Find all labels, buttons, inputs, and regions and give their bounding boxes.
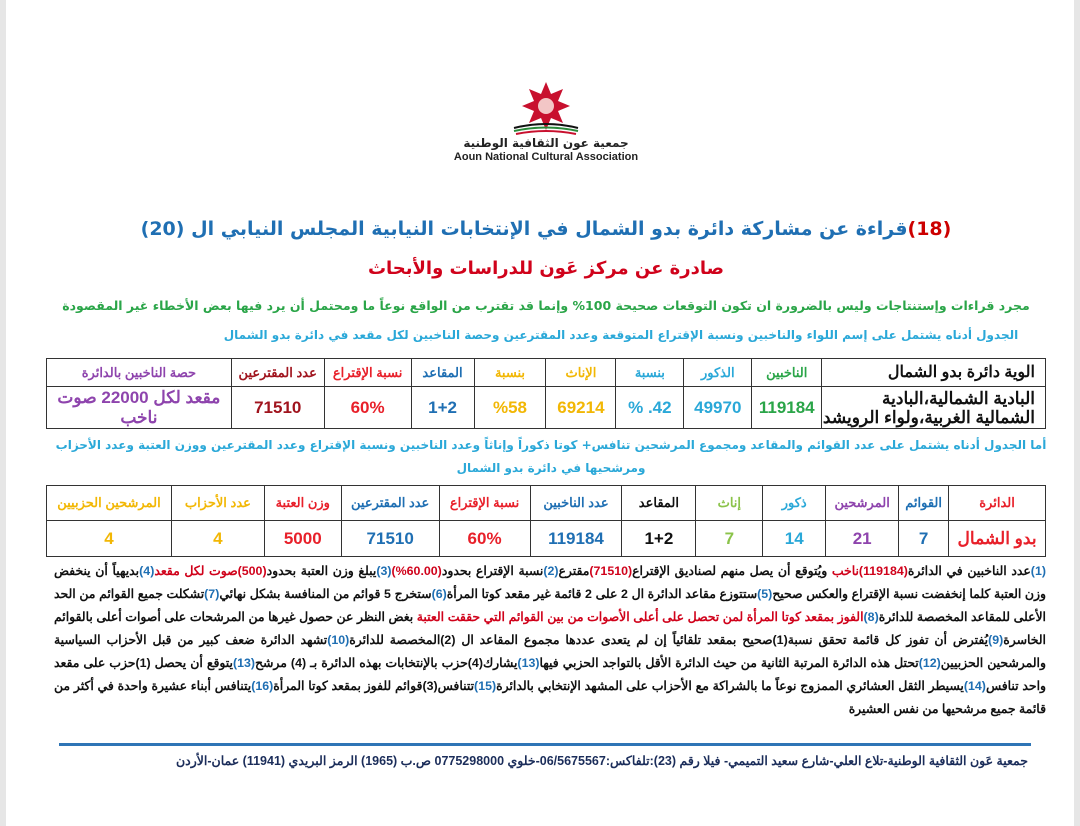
- column-header: القوائم: [899, 486, 949, 521]
- analysis-text: يبلغ وزن العتبة بحدود: [266, 564, 377, 578]
- item-number: (3): [376, 564, 392, 578]
- table-row: [47, 387, 1046, 429]
- column-header: ذكور: [763, 486, 826, 521]
- column-header: بنسبة: [474, 359, 546, 387]
- title-text: قراءة عن مشاركة دائرة بدو الشمال في الإنتخابات النيابية المجلس النيابي ال (20): [140, 218, 908, 240]
- column-header: عدد المقترعين: [231, 359, 324, 387]
- table-cell: 60%: [324, 387, 411, 429]
- item-number: (15): [474, 679, 497, 693]
- item-number: (12): [918, 656, 941, 670]
- column-header: وزن العتبة: [264, 486, 341, 521]
- item-number: (13): [517, 656, 540, 670]
- analysis-text: تحتل هذه الدائرة المرتبة الثانية من حيث الدائرة الأقل بالتواجد الحزبي فيها: [539, 656, 919, 670]
- table1-description: الجدول أدناه يشتمل على إسم اللواء والناخبين ونسبة الإقتراع المتوقعة وعدد المقترعين وحصة الناخبين لكل مقعد في دائرة بدو الشمال: [223, 328, 1019, 342]
- item-number: (8): [863, 610, 879, 624]
- table-cell: 71510: [231, 387, 324, 429]
- column-header: الدائرة: [949, 486, 1046, 521]
- table-row: [47, 521, 1046, 557]
- item-number: (10): [327, 633, 350, 647]
- analysis-text: مقترع: [558, 564, 590, 578]
- column-header: الناخبين: [752, 359, 822, 387]
- table-cell: 21: [826, 521, 899, 557]
- table-cell: البادية الشمالية،البادية الشمالية الغربية،ولواء الرويشد: [822, 387, 1046, 429]
- analysis-text: ويُتوقع أن يصل منهم لصناديق الإقتراع: [632, 564, 832, 578]
- table-cell: 5000: [264, 521, 341, 557]
- column-header: المرشحين الحزبيين: [47, 486, 172, 521]
- footer-contact: جمعية عَون الثقافية الوطنية-تلاع العلي-شارع سعيد التميمي- فيلا رقم (23):تلفاكس:06/5675567-خلوي 0775298000 ص.ب (1965) الرمز البريدي (11941) عمان-الأردن: [175, 754, 1028, 768]
- analysis-text: بغض النظر عن حصول غيرها من المرشحات على أصوات أعلى بالقوائم الخاسرة: [54, 610, 1046, 647]
- analysis-text: يتوقع أن يحصل (1)حزب على مقعد واحد تنافس: [54, 656, 1046, 693]
- title-number: (18): [907, 218, 952, 240]
- analysis-text: يشارك(4)حزب بالإنتخابات بهذه الدائرة بـ (4) مرشح: [255, 656, 518, 670]
- item-number: (6): [431, 587, 447, 601]
- table-cell: 42. %: [616, 387, 684, 429]
- column-header: المقاعد: [622, 486, 696, 521]
- analysis-text: نسبة الإقتراع بحدود: [441, 564, 544, 578]
- table-cell: 60%: [439, 521, 530, 557]
- column-header: عدد المقترعين: [341, 486, 439, 521]
- item-number: (2): [543, 564, 559, 578]
- analysis-text: يتنافس أبناء عشيرة واحدة في أكثر من قائمة جميع مرشحيها من نفس العشيرة: [54, 679, 1046, 716]
- table-cell: %58: [474, 387, 546, 429]
- column-header: بنسبة: [616, 359, 684, 387]
- analysis-text: ستخرج 5 قوائم من المنافسة بشكل نهائي: [219, 587, 432, 601]
- column-header: الوية دائرة بدو الشمال: [822, 359, 1046, 387]
- table2-description: أما الجدول أدناه يشتمل على عدد القوائم والمقاعد ومجموع المرشحين تنافس+ كوتا ذكوراً وإناثاً وعدد الناخبين ونسبة الإقتراع وعدد المقترعين ووزن العتبة وعدد الأحزاب ومرشحيها في دائرة بدو الشمال: [55, 438, 1047, 475]
- column-header: الذكور: [684, 359, 752, 387]
- table-cell: بدو الشمال: [949, 521, 1046, 557]
- column-header: إناث: [696, 486, 763, 521]
- analysis-text: تشكلت جميع القوائم من الحد الأعلى للمقاعد المخصصة للدائرة: [54, 587, 1046, 624]
- item-number: (4): [139, 564, 155, 578]
- column-header: نسبة الإقتراع: [439, 486, 530, 521]
- table-cell: 14: [763, 521, 826, 557]
- districts-voters-table: [46, 358, 1046, 429]
- analysis-text: (119184)ناخب: [831, 564, 908, 578]
- table-cell: 69214: [546, 387, 616, 429]
- analysis-text: بديهياً أن ينخفض وزن العتبة كلما إنخفضت نسبة الإقتراع والعكس صحيح: [54, 564, 1046, 601]
- table-cell: 119184: [530, 521, 622, 557]
- table-cell: 4: [171, 521, 264, 557]
- item-number: (1): [1030, 564, 1046, 578]
- analysis-text: عدد الناخبين في الدائرة: [907, 564, 1031, 578]
- column-header: المقاعد: [411, 359, 474, 387]
- column-header: الإناث: [546, 359, 616, 387]
- analysis-text: (60.00%): [391, 564, 442, 578]
- table-cell: 71510: [341, 521, 439, 557]
- table-cell: مقعد لكل 22000 صوت ناخب: [47, 387, 232, 429]
- table-cell: 4: [47, 521, 172, 557]
- column-header: عدد الأحزاب: [171, 486, 264, 521]
- analysis-text: (71510): [589, 564, 633, 578]
- item-number: (14): [963, 679, 986, 693]
- analysis-paragraph: [54, 560, 1046, 721]
- table-cell: 49970: [684, 387, 752, 429]
- item-number: (9): [988, 633, 1004, 647]
- table-cell: 1+2: [411, 387, 474, 429]
- analysis-text: يسيطر الثقل العشائري الممزوج نوعاً ما بالشراكة مع الأحزاب على المشهد الإنتخابي بالدائرة: [496, 679, 964, 693]
- column-header: حصة الناخبين بالدائرة: [47, 359, 232, 387]
- item-number: (16): [251, 679, 274, 693]
- column-header: عدد الناخبين: [530, 486, 622, 521]
- analysis-text: (500)صوت لكل مقعد: [154, 564, 267, 578]
- analysis-text: يُفترض أن تفوز كل قائمة تحقق نسبة(1)صحيح بمقعد تلقائياً إن لم يتعدى عددها مجموع المقاعد ال (2)المخصصة للدائرة: [349, 633, 989, 647]
- item-number: (7): [204, 587, 220, 601]
- item-number: (5): [757, 587, 773, 601]
- table-cell: 7: [696, 521, 763, 557]
- analysis-text: تتنافس(3)قوائم للفوز بمقعد كوتا المرأة: [273, 679, 475, 693]
- table-header-row: [47, 359, 1046, 387]
- table-cell: 119184: [752, 387, 822, 429]
- analysis-text: ستتوزع مقاعد الدائرة ال 2 على 2 قائمة غير مقعد كوتا المرأة: [446, 587, 758, 601]
- table-cell: 1+2: [622, 521, 696, 557]
- column-header: المرشحين: [826, 486, 899, 521]
- item-number: (13): [232, 656, 256, 670]
- org-name-english: Aoun National Cultural Association: [453, 151, 639, 163]
- analysis-text: الفوز بمقعد كوتا المرأة لمن تحصل على أعلى الأصوات من بين القوائم التي حققت العتبة: [416, 610, 864, 624]
- page-title: [6, 218, 1080, 240]
- lists-candidates-table: [46, 485, 1046, 557]
- page-subtitle: صادرة عن مركز عَون للدراسات والأبحاث: [367, 258, 725, 279]
- analysis-text: تشهد الدائرة ضعف كبير من قبل الأحزاب السياسية والمرشحين الحزبيين: [54, 633, 1046, 670]
- org-name-arabic: جمعية عون الثقافية الوطنية: [463, 136, 629, 150]
- column-header: نسبة الإقتراع: [324, 359, 411, 387]
- association-logo: [506, 80, 586, 140]
- footer-divider: [59, 743, 1031, 746]
- disclaimer-note: مجرد قراءات وإستنتاجات وليس بالضرورة ان تكون التوقعات صحيحة 100% وإنما قد تقترب من الواقع نوعاً ما ومحتمل أن يرد فيها بعض الأخطاء غير المقصودة: [62, 298, 1030, 313]
- table-header-row: [47, 486, 1046, 521]
- table-cell: 7: [899, 521, 949, 557]
